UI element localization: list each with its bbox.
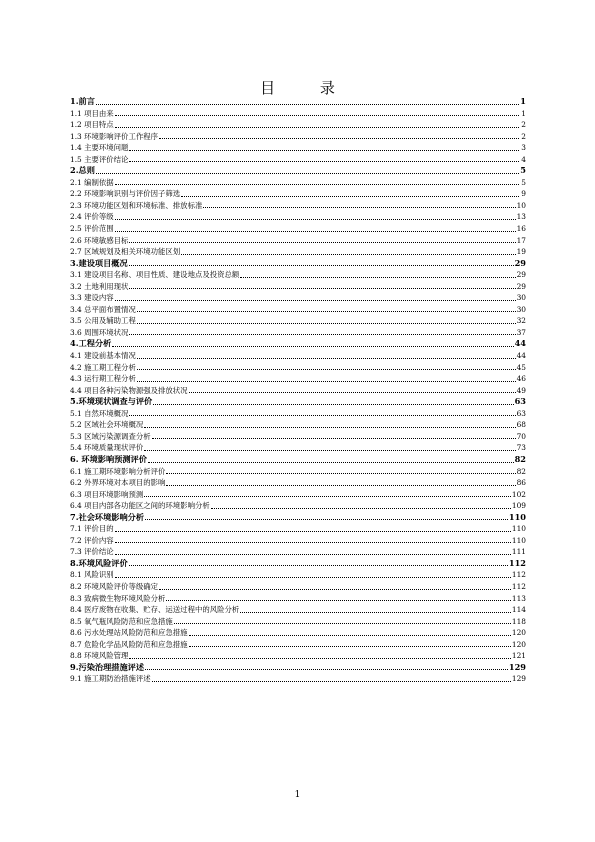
dot-leader [152, 438, 516, 439]
dot-leader [166, 600, 510, 601]
toc-chapter-entry[interactable] [70, 512, 526, 524]
toc-entry-page: 9 [521, 189, 526, 199]
dot-leader [189, 646, 511, 647]
toc-entry-label: 9.1 施工期防治措施评述 [70, 674, 151, 684]
dot-leader [115, 115, 519, 116]
toc-entry-page: 112 [511, 581, 526, 591]
toc-section-entry[interactable] [70, 292, 526, 304]
toc-section-entry[interactable] [70, 327, 526, 339]
toc-entry-page: 111 [511, 547, 526, 557]
dot-leader [189, 392, 516, 393]
table-of-contents [70, 96, 526, 685]
toc-section-entry[interactable] [70, 177, 526, 189]
dot-leader [112, 346, 513, 347]
toc-entry-page: 1 [521, 108, 526, 118]
toc-entry-label: 5.3 区域污染源调查分析 [70, 431, 151, 441]
toc-entry-page: 129 [508, 661, 526, 672]
toc-chapter-entry[interactable] [70, 258, 526, 270]
toc-section-entry[interactable] [70, 385, 526, 397]
toc-entry-page: 112 [511, 570, 526, 580]
toc-entry-label: 6.2 外界环境对本项目的影响 [70, 478, 166, 488]
toc-entry-label: 5.4 环境质量现状评价 [70, 443, 144, 453]
toc-title: 目 录 [260, 79, 355, 97]
toc-entry-label: 4.3 运行期工程分析 [70, 374, 136, 384]
toc-entry-label: 8.5 氧气瓶风险防范和应急措施 [70, 616, 173, 626]
dot-leader [145, 669, 508, 670]
toc-entry-label: 3.2 土地利用现状 [70, 281, 129, 291]
toc-section-entry[interactable] [70, 535, 526, 547]
toc-section-entry[interactable] [70, 431, 526, 443]
toc-chapter-entry[interactable] [70, 165, 526, 177]
toc-entry-label: 6. 环境影响预测评价 [70, 453, 147, 464]
page-number: 1 [294, 790, 301, 800]
toc-entry-page: 17 [516, 235, 526, 245]
dot-leader [137, 358, 516, 359]
dot-leader [129, 150, 519, 151]
toc-entry-label: 2.2 环境影响识别与评价因子筛选 [70, 189, 181, 199]
toc-entry-page: 73 [516, 443, 526, 453]
toc-section-entry[interactable] [70, 223, 526, 235]
dot-leader [159, 589, 511, 590]
toc-entry-label: 1.5 主要评价结论 [70, 154, 129, 164]
dot-leader [181, 196, 519, 197]
toc-entry-label: 1.3 环境影响评价工作程序 [70, 131, 159, 141]
dot-leader [137, 311, 516, 312]
dot-leader [144, 450, 515, 451]
toc-entry-page: 1 [520, 96, 526, 106]
toc-entry-label: 6.1 施工期环境影响分析评价 [70, 466, 166, 476]
dot-leader [181, 254, 515, 255]
dot-leader [159, 138, 519, 139]
toc-chapter-entry[interactable] [70, 662, 526, 674]
dot-leader [152, 681, 511, 682]
toc-chapter-entry[interactable] [70, 338, 526, 350]
toc-entry-page: 13 [516, 212, 526, 222]
toc-section-entry[interactable] [70, 269, 526, 281]
toc-entry-label: 2.总则 [70, 165, 95, 176]
toc-section-entry[interactable] [70, 489, 526, 501]
toc-entry-page: 16 [516, 224, 526, 234]
toc-entry-page: 5 [520, 165, 526, 176]
toc-chapter-entry[interactable] [70, 454, 526, 466]
toc-section-entry[interactable] [70, 650, 526, 662]
dot-leader [211, 508, 511, 509]
toc-entry-page: 30 [516, 293, 526, 303]
toc-entry-page: 46 [516, 374, 526, 384]
toc-section-entry[interactable] [70, 362, 526, 374]
toc-entry-label: 3.1 建设项目名称、项目性质、建设地点及投资总额 [70, 270, 240, 280]
dot-leader [137, 381, 516, 382]
dot-leader [115, 542, 511, 543]
toc-section-entry[interactable] [70, 154, 526, 166]
toc-entry-label: 2.5 评价范围 [70, 224, 114, 234]
dot-leader [153, 404, 513, 405]
toc-entry-label: 8.7 危险化学品风险防范和应急措施 [70, 639, 188, 649]
toc-section-entry[interactable] [70, 188, 526, 200]
toc-entry-page: 102 [511, 489, 526, 499]
toc-entry-page: 29 [516, 270, 526, 280]
toc-entry-label: 7.社会环境影响分析 [70, 511, 145, 522]
toc-entry-page: 120 [511, 639, 526, 649]
toc-section-entry[interactable] [70, 569, 526, 581]
dot-leader [137, 369, 516, 370]
toc-entry-label: 4.1 建设前基本情况 [70, 351, 136, 361]
toc-entry-page: 44 [516, 351, 526, 361]
toc-entry-label: 5.环境现状调查与评价 [70, 396, 153, 407]
dot-leader [96, 104, 519, 105]
toc-section-entry[interactable] [70, 639, 526, 651]
toc-section-entry[interactable] [70, 546, 526, 558]
toc-section-entry[interactable] [70, 281, 526, 293]
toc-section-entry[interactable] [70, 211, 526, 223]
toc-section-entry[interactable] [70, 408, 526, 420]
toc-entry-page: 32 [516, 316, 526, 326]
dot-leader [129, 334, 515, 335]
toc-entry-label: 8.6 污水处理站风险防范和应急措施 [70, 628, 188, 638]
toc-entry-page: 4 [521, 154, 526, 164]
toc-entry-page: 114 [511, 605, 526, 615]
toc-entry-label: 3.建设项目概况 [70, 257, 128, 268]
toc-entry-page: 19 [516, 247, 526, 257]
toc-entry-label: 4.2 施工期工程分析 [70, 362, 136, 372]
toc-entry-page: 110 [511, 535, 526, 545]
toc-entry-label: 3.3 建设内容 [70, 293, 114, 303]
dot-leader [115, 219, 516, 220]
dot-leader [129, 288, 515, 289]
toc-entry-label: 9.污染治理措施评述 [70, 661, 145, 672]
dot-leader [129, 658, 510, 659]
toc-section-entry[interactable] [70, 119, 526, 131]
dot-leader [189, 635, 511, 636]
toc-section-entry[interactable] [70, 304, 526, 316]
toc-entry-label: 2.7 区域规划及相关环境功能区划 [70, 247, 181, 257]
toc-entry-label: 8.环境风险评价 [70, 557, 128, 568]
dot-leader [240, 612, 511, 613]
toc-chapter-entry[interactable] [70, 396, 526, 408]
toc-entry-page: 121 [511, 651, 526, 661]
toc-entry-page: 86 [516, 478, 526, 488]
dot-leader [129, 161, 519, 162]
toc-section-entry[interactable] [70, 235, 526, 247]
toc-section-entry[interactable] [70, 419, 526, 431]
toc-entry-label: 1.前言 [70, 96, 95, 106]
toc-entry-page: 44 [514, 338, 526, 349]
dot-leader [115, 531, 511, 532]
toc-entry-page: 113 [511, 593, 526, 603]
toc-section-entry[interactable] [70, 581, 526, 593]
dot-leader [129, 415, 515, 416]
toc-section-entry[interactable] [70, 350, 526, 362]
toc-section-entry[interactable] [70, 442, 526, 454]
dot-leader [115, 184, 519, 185]
toc-entry-page: 10 [516, 200, 526, 210]
toc-entry-page: 29 [514, 257, 526, 268]
toc-section-entry[interactable] [70, 108, 526, 120]
toc-entry-label: 8.2 环境风险评价等级确定 [70, 581, 159, 591]
toc-entry-page: 129 [511, 674, 526, 684]
dot-leader [96, 173, 519, 174]
dot-leader [148, 462, 514, 463]
toc-section-entry[interactable] [70, 616, 526, 628]
toc-entry-label: 2.6 环境敏感目标 [70, 235, 129, 245]
dot-leader [203, 207, 515, 208]
toc-entry-page: 2 [521, 131, 526, 141]
dot-leader [174, 623, 511, 624]
toc-entry-label: 3.5 公用及辅助工程 [70, 316, 136, 326]
toc-entry-page: 82 [514, 453, 526, 464]
dot-leader [145, 519, 508, 520]
toc-chapter-entry[interactable] [70, 96, 526, 108]
toc-entry-label: 4.工程分析 [70, 338, 112, 349]
toc-entry-page: 3 [521, 143, 526, 153]
toc-entry-label: 2.4 评价等级 [70, 212, 114, 222]
toc-section-entry[interactable] [70, 500, 526, 512]
toc-entry-label: 2.1 编制依据 [70, 177, 114, 187]
toc-section-entry[interactable] [70, 142, 526, 154]
toc-section-entry[interactable] [70, 523, 526, 535]
toc-entry-label: 5.2 区域社会环境概况 [70, 420, 144, 430]
dot-leader [115, 554, 511, 555]
toc-entry-label: 5.1 自然环境概况 [70, 408, 129, 418]
toc-entry-page: 112 [508, 557, 526, 568]
toc-entry-page: 29 [516, 281, 526, 291]
dot-leader [166, 485, 515, 486]
toc-section-entry[interactable] [70, 477, 526, 489]
toc-entry-label: 8.3 致病微生物环境风险分析 [70, 593, 166, 603]
toc-entry-page: 37 [516, 327, 526, 337]
toc-entry-label: 7.3 评价结论 [70, 547, 114, 557]
toc-entry-label: 1.2 项目特点 [70, 120, 114, 130]
dot-leader [115, 300, 516, 301]
dot-leader [115, 577, 511, 578]
toc-entry-label: 4.4 项目各种污染物源强及排放状况 [70, 385, 188, 395]
toc-entry-page: 109 [511, 501, 526, 511]
toc-entry-page: 2 [521, 120, 526, 130]
toc-entry-page: 63 [514, 396, 526, 407]
toc-entry-label: 6.4 项目内部各功能区之间的环境影响分析 [70, 501, 210, 511]
toc-section-entry[interactable] [70, 373, 526, 385]
dot-leader [240, 277, 515, 278]
toc-entry-label: 1.4 主要环境问题 [70, 143, 129, 153]
toc-section-entry[interactable] [70, 315, 526, 327]
toc-entry-page: 63 [516, 408, 526, 418]
dot-leader [166, 473, 515, 474]
dot-leader [129, 242, 515, 243]
dot-leader [144, 496, 511, 497]
toc-entry-label: 6.3 项目环境影响预测 [70, 489, 144, 499]
toc-entry-page: 5 [521, 177, 526, 187]
toc-entry-page: 110 [508, 511, 526, 522]
toc-entry-page: 30 [516, 304, 526, 314]
dot-leader [115, 127, 519, 128]
toc-entry-page: 45 [516, 362, 526, 372]
toc-entry-page: 118 [511, 616, 526, 626]
toc-entry-label: 3.4 总平面布置情况 [70, 304, 136, 314]
toc-entry-label: 3.6 周围环境状况 [70, 327, 129, 337]
toc-entry-label: 7.2 评价内容 [70, 535, 114, 545]
toc-section-entry[interactable] [70, 246, 526, 258]
toc-entry-page: 82 [516, 466, 526, 476]
toc-section-entry[interactable] [70, 673, 526, 685]
toc-entry-label: 1.1 项目由来 [70, 108, 114, 118]
toc-section-entry[interactable] [70, 200, 526, 212]
toc-entry-label: 8.4 医疗废物在收集、贮存、运送过程中的风险分析 [70, 605, 240, 615]
dot-leader [129, 265, 514, 266]
toc-entry-label: 8.8 环境风险管理 [70, 651, 129, 661]
toc-section-entry[interactable] [70, 593, 526, 605]
toc-section-entry[interactable] [70, 604, 526, 616]
toc-entry-page: 110 [511, 524, 526, 534]
toc-entry-page: 120 [511, 628, 526, 638]
toc-section-entry[interactable] [70, 131, 526, 143]
toc-entry-label: 8.1 风险识别 [70, 570, 114, 580]
dot-leader [129, 565, 508, 566]
toc-entry-label: 7.1 评价目的 [70, 524, 114, 534]
dot-leader [115, 231, 516, 232]
toc-chapter-entry[interactable] [70, 558, 526, 570]
toc-entry-page: 68 [516, 420, 526, 430]
toc-entry-page: 49 [516, 385, 526, 395]
dot-leader [144, 427, 515, 428]
toc-entry-page: 70 [516, 431, 526, 441]
toc-section-entry[interactable] [70, 466, 526, 478]
toc-section-entry[interactable] [70, 627, 526, 639]
dot-leader [137, 323, 516, 324]
toc-entry-label: 2.3 环境功能区划和环境标准、排放标准 [70, 200, 203, 210]
